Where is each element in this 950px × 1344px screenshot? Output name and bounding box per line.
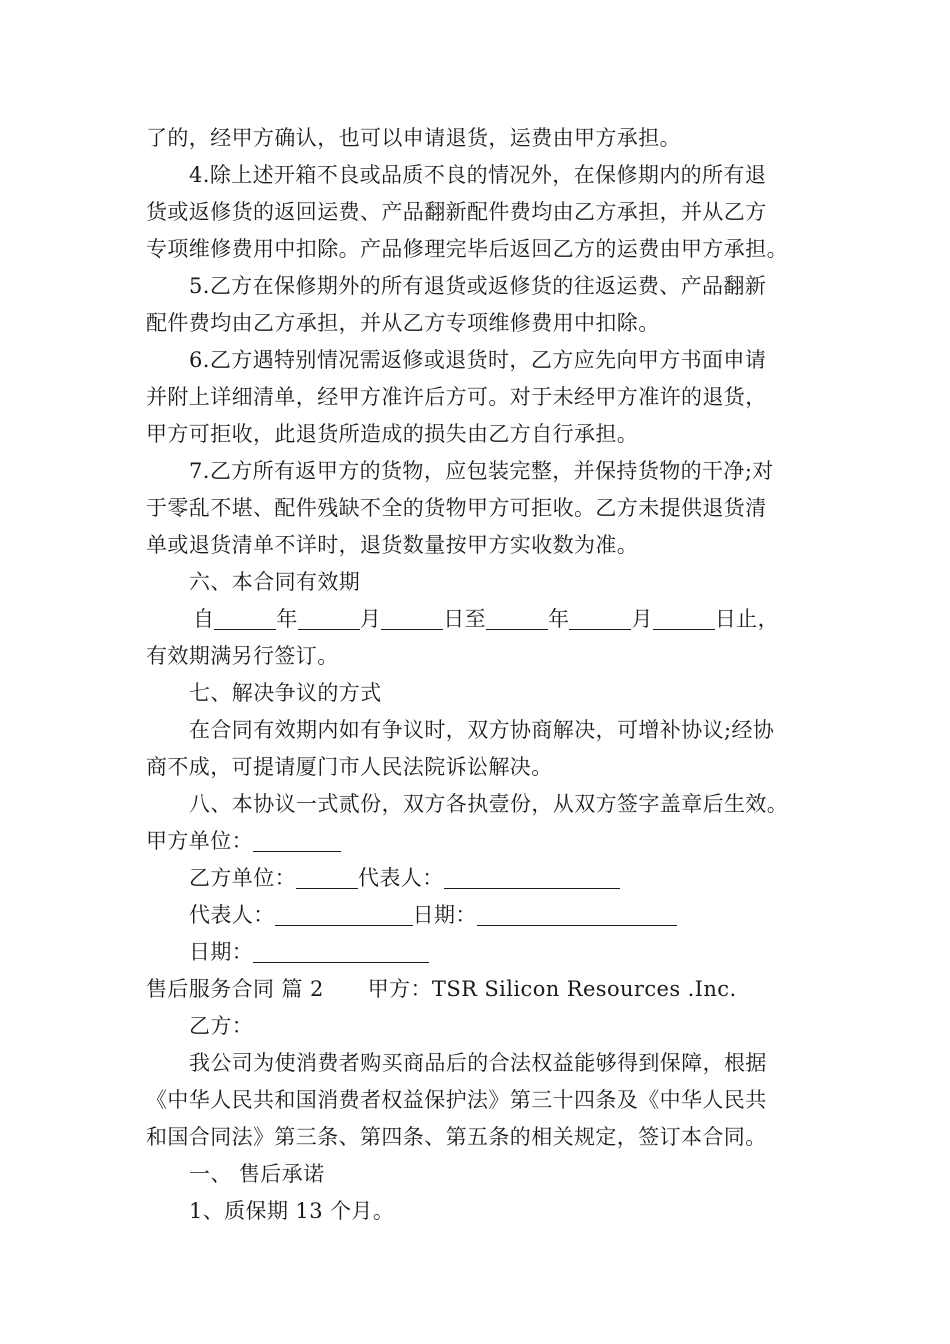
clause-6-line: 甲方可拒收，此退货所造成的损失由乙方自行承担。 [146,422,639,446]
representative-date-line [146,897,818,934]
date-blank [477,903,677,926]
party-b-unit-label: 乙方单位： [189,866,296,890]
date-label: 日期： [412,903,477,927]
party-a-unit-blank [253,829,341,852]
date-blank [253,940,429,963]
party-a-name: 甲方：TSR Silicon Resources .Inc. [367,977,737,1001]
date-text: 年 [276,607,298,631]
paragraph-line: 有效期满另行签订。 [146,644,339,668]
year-blank [214,607,276,630]
clause-7-line: 于零乱不堪、配件残缺不全的货物甲方可拒收。乙方未提供退货清 [146,496,767,520]
clause-4-line: 4.除上述开箱不良或品质不良的情况外，在保修期内的所有退 [189,163,767,187]
preamble-line: 和国合同法》第三条、第四条、第五条的相关规定，签订本合同。 [146,1125,767,1149]
clause-5-line: 5.乙方在保修期外的所有退货或返修货的往返运费、产品翻新 [189,274,767,298]
section-heading-copies: 八、本协议一式贰份，双方各执壹份，从双方签字盖章后生效。 [189,792,789,816]
date-text: 自 [193,607,215,631]
clause-6-line: 6.乙方遇特别情况需返修或退货时，乙方应先向甲方书面申请 [189,348,767,372]
representative-blank [275,903,413,926]
date-text: 月 [359,607,382,631]
party-b-unit-blank [296,866,358,889]
clause-5-line: 配件费均由乙方承担，并从乙方专项维修费用中扣除。 [146,311,660,335]
representative-label: 代表人： [189,903,275,927]
party-a-unit-label: 甲方单位： [146,829,253,853]
section-heading-commitment: 一、 售后承诺 [189,1162,325,1186]
date-label: 日期： [189,940,254,964]
preamble-line: 我公司为使消费者购买商品后的合法权益能够得到保障，根据 [189,1051,767,1075]
document-page [146,120,818,1230]
warranty-line: 1、质保期 13 个月。 [189,1199,395,1223]
paragraph-line: 了的，经甲方确认，也可以申请退货，运费由甲方承担。 [146,126,681,150]
year-blank [486,607,548,630]
date-text: 年 [548,607,570,631]
party-b-line: 乙方： [189,1014,254,1038]
clause-7-line: 单或退货清单不详时，退货数量按甲方实收数为准。 [146,533,639,557]
dispute-line: 商不成，可提请厦门市人民法院诉讼解决。 [146,755,553,779]
date-text: 日止， [714,607,780,631]
party-b-unit-line [146,860,818,897]
section-heading-validity: 六、本合同有效期 [189,570,361,594]
day-blank [653,607,715,630]
contract-title-line [146,971,818,1008]
clause-7-line: 7.乙方所有返甲方的货物，应包装完整，并保持货物的干净;对 [189,459,774,483]
validity-date-line [146,601,818,638]
date-text: 月 [631,607,653,631]
party-a-unit-line [146,823,818,860]
month-blank [298,607,360,630]
date-line [146,934,818,971]
clause-4-line: 专项维修费用中扣除。产品修理完毕后返回乙方的运费由甲方承担。 [146,237,788,261]
day-blank [381,607,443,630]
preamble-line: 《中华人民共和国消费者权益保护法》第三十四条及《中华人民共 [146,1088,767,1112]
clause-6-line: 并附上详细清单，经甲方准许后方可。对于未经甲方准许的退货， [146,385,767,409]
dispute-line: 在合同有效期内如有争议时，双方协商解决，可增补协议;经协 [189,718,775,742]
representative-blank [444,866,620,889]
contract-title: 售后服务合同 篇 2 [146,977,324,1001]
date-text: 日至 [443,607,487,631]
section-heading-dispute: 七、解决争议的方式 [189,681,382,705]
month-blank [569,607,631,630]
representative-label: 代表人： [358,866,444,890]
clause-4-line: 货或返修货的返回运费、产品翻新配件费均由乙方承担，并从乙方 [146,200,767,224]
